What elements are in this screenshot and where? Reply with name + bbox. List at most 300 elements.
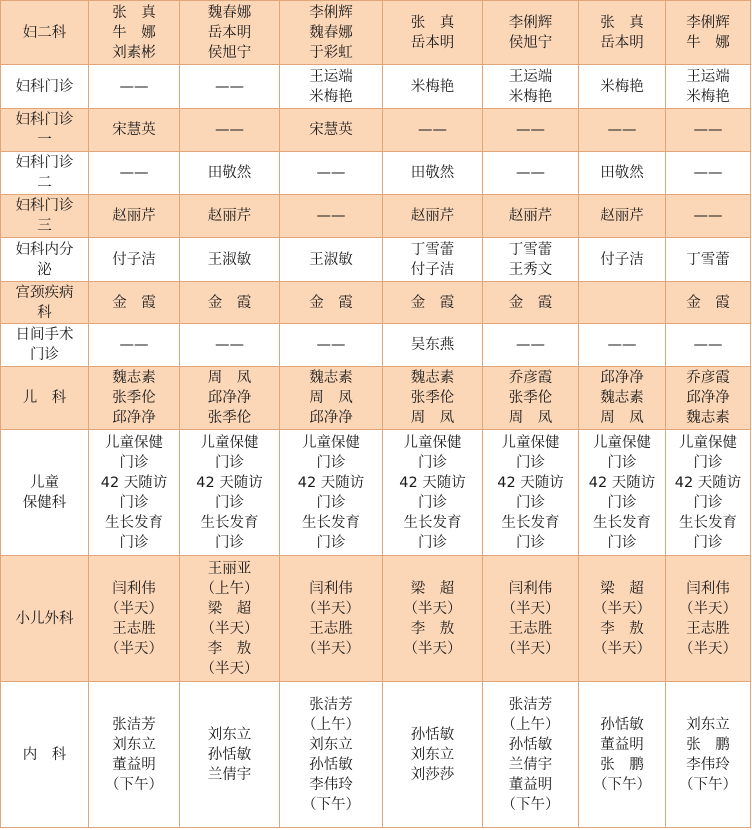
staff-entry: —— <box>119 78 149 95</box>
staff-entry: —— <box>316 208 346 224</box>
staff-entry: 赵丽芹 <box>112 208 156 224</box>
staff-entry: （半天） <box>105 640 163 657</box>
staff-entry: （半天） <box>403 640 462 657</box>
staff-entry: 闫利伟 <box>112 580 156 597</box>
staff-entry: （半天） <box>403 600 462 617</box>
schedule-cell <box>483 367 579 430</box>
staff-entry: 乔彦霞 <box>508 370 553 386</box>
schedule-cell <box>89 556 180 682</box>
schedule-cell <box>280 238 383 282</box>
schedule-cell <box>89 324 180 367</box>
schedule-cell <box>280 324 383 367</box>
staff-entry: —— <box>418 122 447 138</box>
department-cell <box>1 282 89 324</box>
schedule-cell <box>280 109 383 152</box>
staff-entry: 门诊 <box>215 534 244 551</box>
schedule-cell <box>483 195 579 238</box>
staff-entry: （下午） <box>302 796 360 813</box>
schedule-cell <box>180 1 280 65</box>
schedule-cell <box>180 367 280 430</box>
staff-entry: —— <box>316 165 346 181</box>
staff-entry: 魏春娜 <box>309 24 353 41</box>
staff-entry: 42 天随访 <box>674 474 742 491</box>
staff-entry: 周 凤 <box>508 410 553 426</box>
department-name-line: 保健科 <box>22 494 67 511</box>
department-name-line: 妇科内分 <box>15 241 74 258</box>
staff-entry: 张 真 <box>600 14 644 31</box>
schedule-cell <box>89 238 180 282</box>
department-cell <box>1 1 89 65</box>
department-name-line: 妇科门诊 <box>15 78 74 95</box>
schedule-cell <box>383 324 483 367</box>
staff-entry: 张 鹏 <box>600 756 644 773</box>
schedule-cell <box>89 1 180 65</box>
staff-entry: 岳本明 <box>600 34 644 51</box>
department-name-line: 门诊 <box>30 347 59 363</box>
department-name-line: 儿童 <box>30 474 59 491</box>
staff-entry: 生长发育 <box>200 514 259 531</box>
schedule-cell <box>666 682 751 828</box>
schedule-cell <box>666 238 751 282</box>
staff-entry: 张洁芳 <box>508 696 553 713</box>
staff-entry: 李 敖 <box>600 620 644 637</box>
staff-entry: 赵丽芹 <box>508 208 553 224</box>
schedule-cell <box>666 152 751 195</box>
department-cell <box>1 556 89 682</box>
staff-entry: （半天） <box>200 660 259 677</box>
schedule-cell <box>579 65 666 109</box>
staff-entry: 门诊 <box>215 454 244 471</box>
schedule-row <box>1 556 751 682</box>
schedule-cell <box>579 556 666 682</box>
schedule-cell <box>89 282 180 324</box>
staff-entry: 门诊 <box>215 494 244 511</box>
staff-entry: —— <box>316 337 346 353</box>
staff-entry: 董益明 <box>508 776 553 793</box>
staff-entry: 门诊 <box>418 494 447 511</box>
schedule-cell <box>579 1 666 65</box>
staff-entry: 魏志素 <box>410 370 455 386</box>
staff-entry: 田敬然 <box>600 165 644 181</box>
schedule-row <box>1 65 751 109</box>
staff-entry: 李俐辉 <box>508 14 553 31</box>
staff-entry: —— <box>516 337 545 353</box>
staff-entry: 周 凤 <box>207 370 252 386</box>
schedule-cell <box>383 152 483 195</box>
staff-entry: 门诊 <box>516 534 545 551</box>
staff-entry: 周 凤 <box>410 410 455 426</box>
staff-entry: 金 霞 <box>686 294 730 311</box>
staff-entry: 梁 超 <box>207 600 252 617</box>
department-name-line: 科 <box>37 304 52 321</box>
department-name-line: 妇二科 <box>22 24 67 41</box>
staff-entry: 张 鹏 <box>686 736 730 753</box>
schedule-cell <box>180 195 280 238</box>
staff-entry: 刘东立 <box>207 726 252 743</box>
staff-entry: 门诊 <box>516 494 545 511</box>
schedule-cell <box>280 1 383 65</box>
staff-entry: 李俐辉 <box>686 14 730 31</box>
staff-entry: 门诊 <box>516 454 545 471</box>
staff-entry: （半天） <box>593 640 651 657</box>
staff-entry: 王志胜 <box>309 620 353 637</box>
staff-entry: —— <box>607 337 637 353</box>
schedule-cell <box>579 367 666 430</box>
department-cell <box>1 152 89 195</box>
staff-entry: 孙恬敏 <box>508 736 553 753</box>
staff-entry: 孙恬敏 <box>410 726 455 743</box>
staff-entry: 儿童保健 <box>501 434 560 451</box>
department-name-line: 日间手术 <box>15 327 74 343</box>
schedule-row <box>1 109 751 152</box>
staff-entry: 门诊 <box>316 454 346 471</box>
schedule-cell <box>666 109 751 152</box>
staff-entry: 门诊 <box>693 454 723 471</box>
staff-entry: 42 天随访 <box>100 474 168 491</box>
schedule-cell <box>280 65 383 109</box>
staff-entry: 魏志素 <box>686 410 730 426</box>
schedule-cell <box>383 195 483 238</box>
schedule-cell <box>180 324 280 367</box>
staff-entry: 门诊 <box>316 494 346 511</box>
schedule-cell <box>579 430 666 556</box>
staff-entry: 米梅艳 <box>600 78 644 95</box>
schedule-cell <box>579 682 666 828</box>
schedule-cell <box>280 682 383 828</box>
staff-entry: 侯旭宁 <box>508 34 553 51</box>
staff-entry: 张 真 <box>410 14 455 31</box>
staff-entry: 付子洁 <box>112 251 156 268</box>
staff-entry: 生长发育 <box>105 514 163 531</box>
staff-entry: 李伟玲 <box>309 776 353 793</box>
staff-entry: 赵丽芹 <box>207 208 252 224</box>
department-name-line: 泌 <box>37 261 52 278</box>
staff-entry: 门诊 <box>418 454 447 471</box>
staff-entry: 门诊 <box>607 494 637 511</box>
schedule-row <box>1 430 751 556</box>
staff-entry: 王志胜 <box>508 620 553 637</box>
department-name-line: 妇科门诊 <box>15 155 74 171</box>
staff-entry: 42 天随访 <box>497 474 564 491</box>
staff-entry: 周 凤 <box>309 390 353 406</box>
schedule-cell <box>180 682 280 828</box>
staff-entry: （半天） <box>679 640 737 657</box>
staff-entry: 闫利伟 <box>508 580 553 597</box>
schedule-cell <box>280 152 383 195</box>
staff-entry: （下午） <box>593 776 651 793</box>
schedule-cell <box>180 238 280 282</box>
schedule-cell <box>89 109 180 152</box>
staff-entry: 孙恬敏 <box>600 716 644 733</box>
staff-entry: （上午） <box>501 716 560 733</box>
staff-entry: 门诊 <box>693 534 723 551</box>
schedule-cell <box>383 1 483 65</box>
staff-entry: 宋慧英 <box>309 122 353 138</box>
staff-entry: —— <box>516 122 545 138</box>
schedule-cell <box>383 65 483 109</box>
staff-entry: 张 真 <box>112 4 156 21</box>
schedule-cell <box>280 430 383 556</box>
staff-entry: —— <box>693 337 723 353</box>
staff-entry: 王秀文 <box>508 261 553 278</box>
staff-entry: 魏志素 <box>309 370 353 386</box>
schedule-cell <box>89 65 180 109</box>
staff-entry: 李伟玲 <box>686 756 730 773</box>
staff-entry: 生长发育 <box>593 514 651 531</box>
staff-entry: 门诊 <box>607 454 637 471</box>
staff-entry: 刘东立 <box>112 736 156 753</box>
staff-entry: 兰倩宇 <box>207 766 252 783</box>
staff-entry: 张季伦 <box>207 410 252 426</box>
staff-entry: 梁 超 <box>600 580 644 597</box>
staff-entry: 付子洁 <box>600 251 644 268</box>
staff-entry: 张季伦 <box>112 390 156 406</box>
staff-entry: 门诊 <box>607 534 637 551</box>
schedule-cell <box>483 152 579 195</box>
schedule-cell <box>666 367 751 430</box>
staff-entry: 生长发育 <box>501 514 560 531</box>
staff-entry: 金 霞 <box>508 294 553 311</box>
staff-entry: 邱净净 <box>112 410 156 426</box>
staff-entry: 刘莎莎 <box>410 766 455 783</box>
schedule-cell <box>579 109 666 152</box>
schedule-cell <box>483 430 579 556</box>
schedule-cell <box>666 556 751 682</box>
staff-entry: （半天） <box>200 620 259 637</box>
staff-entry: 王运端 <box>309 68 353 85</box>
staff-entry: 岳本明 <box>207 24 252 41</box>
schedule-cell <box>483 282 579 324</box>
staff-entry: 42 天随访 <box>297 474 365 491</box>
schedule-cell <box>666 430 751 556</box>
staff-entry: 刘东立 <box>686 716 730 733</box>
staff-entry: 孙恬敏 <box>207 746 252 763</box>
schedule-cell <box>383 367 483 430</box>
staff-entry: —— <box>119 337 149 353</box>
staff-entry: 金 霞 <box>309 294 353 311</box>
staff-entry: （下午） <box>501 796 560 813</box>
staff-entry: 儿童保健 <box>200 434 259 451</box>
staff-entry: —— <box>693 122 723 138</box>
staff-entry: 宋慧英 <box>112 122 156 138</box>
schedule-row <box>1 238 751 282</box>
staff-entry: 王志胜 <box>112 620 156 637</box>
department-cell <box>1 65 89 109</box>
staff-entry: （半天） <box>302 640 360 657</box>
staff-entry: —— <box>693 208 723 224</box>
staff-entry: 闫利伟 <box>309 580 353 597</box>
staff-entry: 米梅艳 <box>410 78 455 95</box>
staff-entry: 米梅艳 <box>508 88 553 105</box>
staff-entry: 赵丽芹 <box>600 208 644 224</box>
schedule-cell <box>89 682 180 828</box>
staff-entry: —— <box>516 165 545 181</box>
staff-entry: 付子洁 <box>410 261 455 278</box>
staff-entry: 王运端 <box>686 68 730 85</box>
staff-entry: 邱净净 <box>207 390 252 406</box>
staff-entry: （半天） <box>593 600 651 617</box>
staff-entry: —— <box>215 337 244 353</box>
staff-entry: 田敬然 <box>410 165 455 181</box>
schedule-cell <box>666 282 751 324</box>
schedule-cell <box>579 282 666 324</box>
staff-entry: 王淑敏 <box>309 251 353 268</box>
staff-entry: （半天） <box>105 600 163 617</box>
staff-entry: 魏春娜 <box>207 4 252 21</box>
staff-entry: 儿童保健 <box>105 434 163 451</box>
schedule-cell <box>280 195 383 238</box>
schedule-cell <box>666 324 751 367</box>
schedule-cell <box>180 152 280 195</box>
staff-entry: 儿童保健 <box>679 434 737 451</box>
staff-entry: 张季伦 <box>410 390 455 406</box>
staff-entry: 刘素彬 <box>112 44 156 61</box>
staff-entry: 生长发育 <box>403 514 462 531</box>
staff-entry: 周 凤 <box>600 410 644 426</box>
schedule-row <box>1 1 751 65</box>
staff-entry: 岳本明 <box>410 34 455 51</box>
staff-entry: 米梅艳 <box>686 88 730 105</box>
schedule-cell <box>280 282 383 324</box>
schedule-cell <box>666 195 751 238</box>
staff-entry: 田敬然 <box>207 165 252 181</box>
staff-entry: 李俐辉 <box>309 4 353 21</box>
staff-entry: 王淑敏 <box>207 251 252 268</box>
schedule-row <box>1 324 751 367</box>
schedule-cell <box>180 282 280 324</box>
staff-entry: 生长发育 <box>679 514 737 531</box>
staff-entry: 李 敖 <box>207 640 252 657</box>
staff-entry: 闫利伟 <box>686 580 730 597</box>
staff-entry: 赵丽芹 <box>410 208 455 224</box>
department-cell <box>1 367 89 430</box>
staff-entry: 儿童保健 <box>403 434 462 451</box>
staff-entry: 门诊 <box>119 494 149 511</box>
staff-entry: 吴东燕 <box>410 337 455 353</box>
staff-entry: 刘东立 <box>309 736 353 753</box>
staff-entry: 孙恬敏 <box>309 756 353 773</box>
schedule-cell <box>89 367 180 430</box>
schedule-cell <box>383 430 483 556</box>
staff-entry: 王丽亚 <box>207 560 252 577</box>
staff-entry: 儿童保健 <box>302 434 360 451</box>
schedule-row <box>1 682 751 828</box>
staff-entry: 牛 娜 <box>686 34 730 51</box>
department-cell <box>1 682 89 828</box>
staff-entry: —— <box>215 78 244 95</box>
staff-entry: —— <box>215 122 244 138</box>
schedule-cell <box>483 556 579 682</box>
schedule-cell <box>383 556 483 682</box>
staff-entry: 王运端 <box>508 68 553 85</box>
staff-entry: 42 天随访 <box>588 474 656 491</box>
department-cell <box>1 238 89 282</box>
staff-entry: （半天） <box>501 600 560 617</box>
staff-entry: 侯旭宁 <box>207 44 252 61</box>
schedule-cell <box>579 324 666 367</box>
staff-entry: 丁雪蕾 <box>686 251 730 268</box>
staff-entry: 儿童保健 <box>593 434 651 451</box>
department-cell <box>1 324 89 367</box>
schedule-cell <box>383 109 483 152</box>
schedule-cell <box>180 65 280 109</box>
staff-entry: 金 霞 <box>112 294 156 311</box>
department-cell <box>1 430 89 556</box>
schedule-cell <box>666 1 751 65</box>
schedule-cell <box>180 109 280 152</box>
staff-entry: 王志胜 <box>686 620 730 637</box>
department-name-line: 妇科门诊 <box>15 198 74 214</box>
staff-entry: （半天） <box>501 640 560 657</box>
staff-entry: 丁雪蕾 <box>410 241 455 258</box>
department-cell <box>1 109 89 152</box>
staff-entry: 刘东立 <box>410 746 455 763</box>
schedule-cell <box>383 238 483 282</box>
schedule-cell <box>579 195 666 238</box>
schedule-cell <box>89 430 180 556</box>
department-name-line: 儿 科 <box>22 390 67 406</box>
schedule-cell <box>483 682 579 828</box>
staff-entry: 邱净净 <box>686 390 730 406</box>
staff-entry: —— <box>693 165 723 181</box>
staff-entry: （半天） <box>302 600 360 617</box>
schedule-cell <box>483 109 579 152</box>
schedule-cell <box>666 65 751 109</box>
staff-entry: 董益明 <box>112 756 156 773</box>
schedule-cell <box>383 282 483 324</box>
staff-entry: （上午） <box>302 716 360 733</box>
schedule-cell <box>483 324 579 367</box>
schedule-cell <box>483 238 579 282</box>
schedule-cell <box>579 238 666 282</box>
staff-entry: 张季伦 <box>508 390 553 406</box>
staff-entry: 米梅艳 <box>309 88 353 105</box>
staff-entry: 42 天随访 <box>399 474 466 491</box>
staff-entry: 梁 超 <box>410 580 455 597</box>
department-name-line: 二 <box>37 175 52 191</box>
schedule-body <box>1 1 751 828</box>
staff-entry: 生长发育 <box>302 514 360 531</box>
staff-entry: 魏志素 <box>112 370 156 386</box>
department-name-line: 宫颈疾病 <box>15 284 74 301</box>
staff-entry: （下午） <box>105 776 163 793</box>
staff-entry: 魏志素 <box>600 390 644 406</box>
schedule-cell <box>383 682 483 828</box>
schedule-cell <box>280 367 383 430</box>
staff-entry: 金 霞 <box>410 294 455 311</box>
department-name-line: 小儿外科 <box>15 610 74 627</box>
schedule-row <box>1 152 751 195</box>
staff-entry: 门诊 <box>119 454 149 471</box>
staff-entry: 牛 娜 <box>112 24 156 41</box>
staff-entry: 门诊 <box>418 534 447 551</box>
department-name-line: 内 科 <box>22 746 67 763</box>
staff-entry: 张洁芳 <box>309 696 353 713</box>
schedule-cell <box>579 152 666 195</box>
staff-entry: 门诊 <box>693 494 723 511</box>
department-name-line: 妇科门诊 <box>15 112 74 128</box>
staff-entry: （下午） <box>679 776 737 793</box>
schedule-cell <box>483 65 579 109</box>
schedule-cell <box>180 556 280 682</box>
schedule-cell <box>180 430 280 556</box>
staff-entry: （上午） <box>200 580 259 597</box>
department-name-line: 三 <box>37 218 52 234</box>
schedule-cell <box>89 195 180 238</box>
staff-entry: 董益明 <box>600 736 644 753</box>
staff-entry: —— <box>607 122 637 138</box>
schedule-cell <box>483 1 579 65</box>
